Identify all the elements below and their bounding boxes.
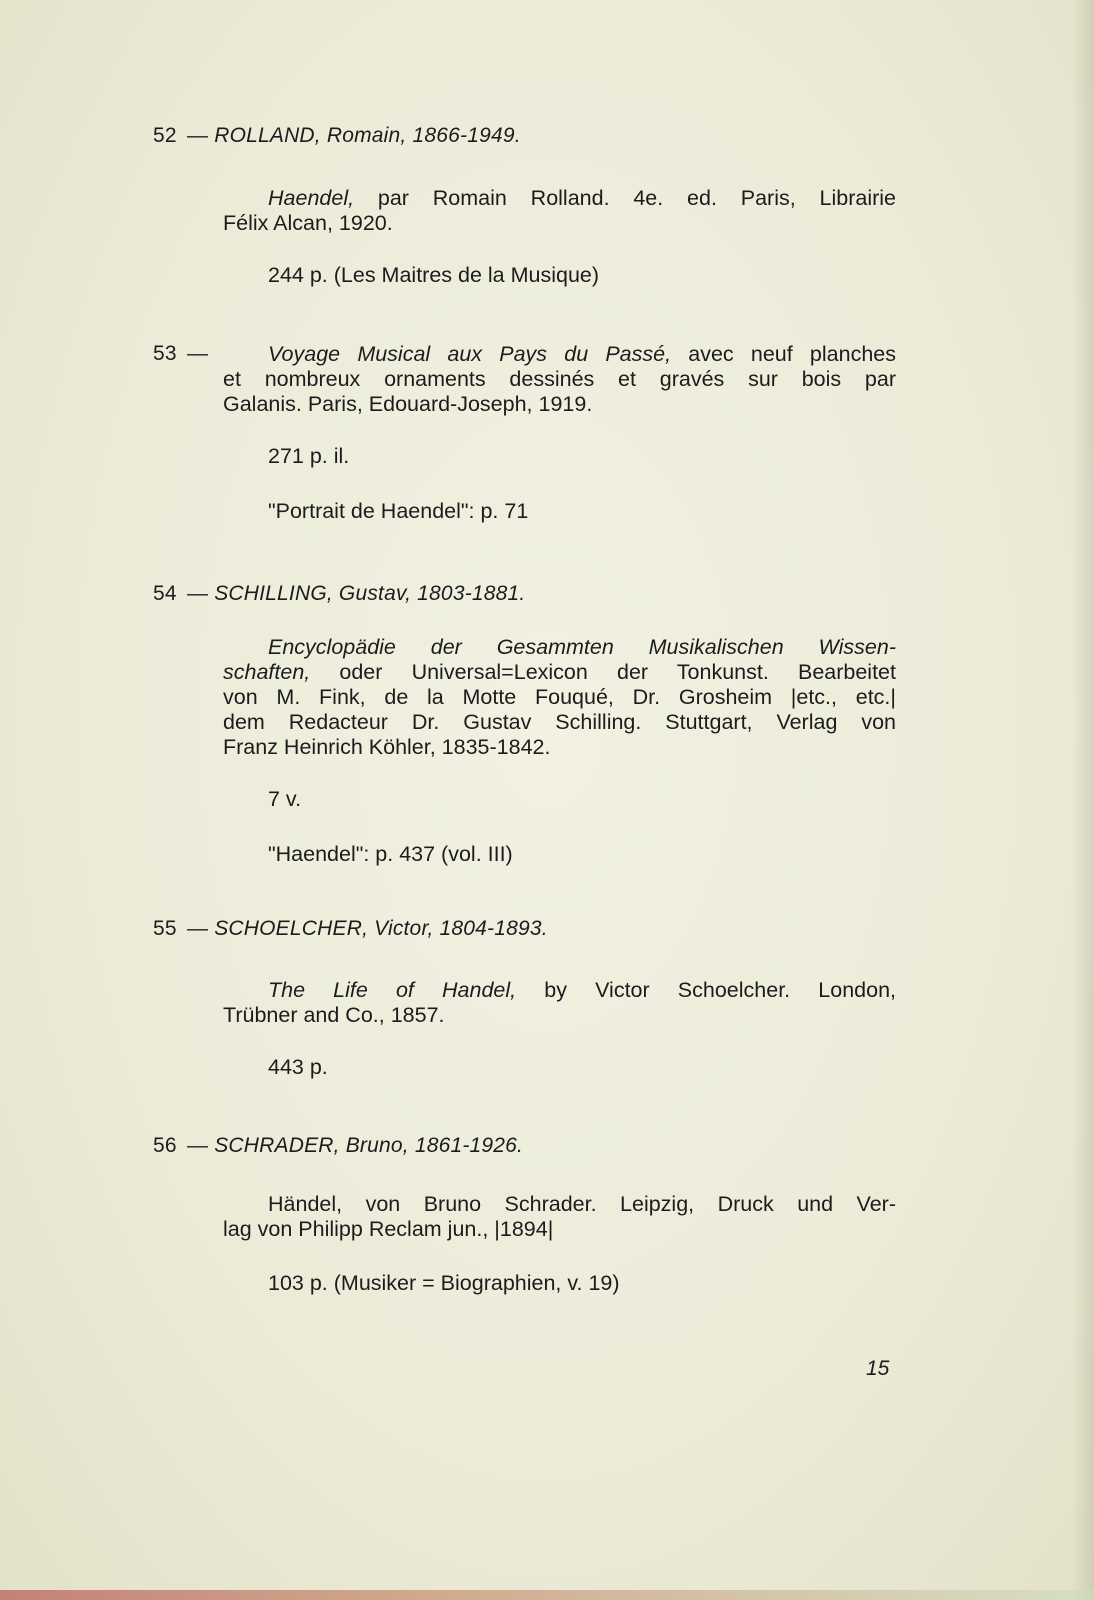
entry-55-extent: 443 p. <box>268 1055 328 1079</box>
entry-dash: — <box>187 582 209 605</box>
entry-title: Encyclopädie der Gesammten Musikalischen Wissen- <box>268 635 896 659</box>
entry-title: The Life of Handel, <box>268 978 517 1002</box>
entry-title: Voyage Musical aux Pays du Passé, <box>268 342 672 366</box>
entry-53-extent: 271 p. il. <box>268 444 350 468</box>
entry-52-heading <box>153 124 521 148</box>
entry-author: SCHRADER, Bruno, 1861-1926. <box>214 1134 524 1157</box>
entry-56-line2: lag von Philipp Reclam jun., |1894| <box>223 1217 554 1241</box>
entry-52-title-line <box>268 186 896 211</box>
entry-52-extent: 244 p. (Les Maitres de la Musique) <box>268 263 600 287</box>
entry-dash: — <box>187 917 209 940</box>
entry-author: SCHOELCHER, Victor, 1804-1893. <box>214 917 548 940</box>
entry-54-line2 <box>223 660 896 685</box>
entry-number: 53 <box>153 342 177 365</box>
entry-text: avec neuf planches <box>671 342 896 366</box>
entry-54-line5: Franz Heinrich Köhler, 1835-1842. <box>223 735 551 759</box>
entry-53-heading <box>153 342 214 366</box>
entry-dash: — <box>187 1134 209 1157</box>
page-edge-shadow <box>1072 0 1094 1600</box>
entry-53-line3: Galanis. Paris, Edouard-Joseph, 1919. <box>223 392 593 416</box>
entry-56-extent: 103 p. (Musiker = Biographien, v. 19) <box>268 1271 620 1295</box>
entry-54-line3: von M. Fink, de la Motte Fouqué, Dr. Grosheim |etc., etc.| <box>223 685 896 709</box>
entry-55-heading <box>153 917 548 941</box>
entry-53-title-line <box>268 342 896 367</box>
entry-55-title-line <box>268 978 896 1003</box>
entry-52-line2: Félix Alcan, 1920. <box>223 211 393 235</box>
entry-author: SCHILLING, Gustav, 1803-1881. <box>214 582 526 605</box>
entry-56-title-line <box>268 1192 896 1217</box>
entry-53-note: "Portrait de Haendel": p. 71 <box>268 499 529 523</box>
entry-54-title-line <box>268 635 896 660</box>
entry-dash: — <box>187 342 209 365</box>
entry-54-line4: dem Redacteur Dr. Gustav Schilling. Stuttgart, Verlag von <box>223 710 896 734</box>
page-number: 15 <box>866 1357 890 1380</box>
entry-text: Händel, von Bruno Schrader. Leipzig, Druck und Ver- <box>268 1192 896 1216</box>
entry-text: par Romain Rolland. 4e. ed. Paris, Librairie <box>354 186 896 210</box>
entry-54-note: "Haendel": p. 437 (vol. III) <box>268 842 513 866</box>
entry-number: 54 <box>153 582 177 605</box>
entry-54-extent: 7 v. <box>268 787 302 811</box>
entry-text: oder Universal=Lexicon der Tonkunst. Bearbeitet <box>310 660 896 684</box>
entry-56-heading <box>153 1134 523 1158</box>
entry-text: by Victor Schoelcher. London, <box>516 978 896 1002</box>
entry-title-cont: schaften, <box>223 660 311 684</box>
entry-dash: — <box>187 124 209 147</box>
entry-number: 56 <box>153 1134 177 1157</box>
entry-number: 52 <box>153 124 177 147</box>
entry-54-heading <box>153 582 525 606</box>
entry-author: ROLLAND, Romain, 1866-1949. <box>214 124 521 147</box>
entry-number: 55 <box>153 917 177 940</box>
entry-53-line2: et nombreux ornaments dessinés et gravés sur bois par <box>223 367 896 391</box>
entry-55-line2: Trübner and Co., 1857. <box>223 1003 445 1027</box>
page-bottom-edge <box>0 1590 1094 1600</box>
entry-title: Haendel, <box>268 186 355 210</box>
